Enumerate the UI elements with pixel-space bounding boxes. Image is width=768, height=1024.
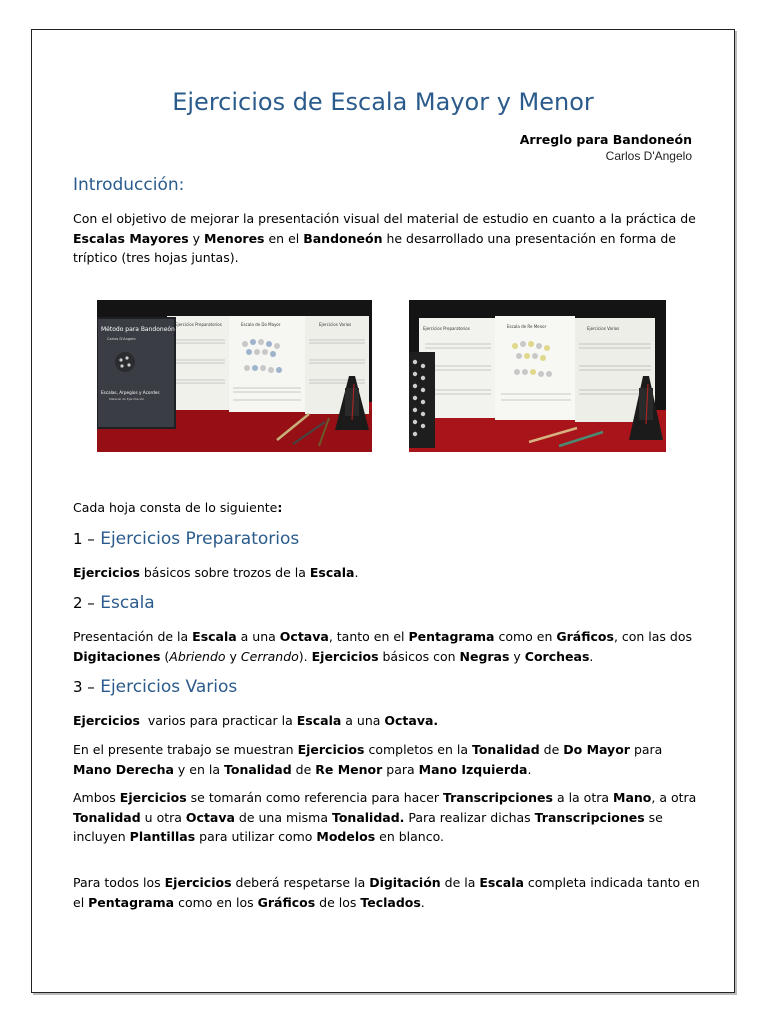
intro-text: Con el objetivo de mejorar la presentación visual del material de estudio en cuanto a la práctica de xyxy=(73,211,696,226)
bold-term: Pentagrama xyxy=(88,894,175,910)
arrangement-subtitle: Arreglo para Bandoneón xyxy=(519,132,692,147)
text-run: se tomarán como referencia para hacer xyxy=(186,790,443,805)
intro-bold: Escalas Mayores xyxy=(73,230,189,246)
text-run: para utilizar como xyxy=(195,829,317,844)
bold-term: Escala xyxy=(192,629,237,644)
photo-left-page1-title: Ejercicios Preparatorios xyxy=(175,322,222,327)
bold-term: Transcripciones xyxy=(534,809,645,825)
photo-right-svg xyxy=(409,300,666,452)
text-run: de la xyxy=(440,875,480,890)
text-run: ). xyxy=(298,648,312,664)
bold-term: Octava xyxy=(185,809,235,825)
photo-left-page3-title: Ejercicios Varios xyxy=(319,322,352,327)
text-run: de xyxy=(539,742,564,757)
bold-term: Mano Derecha xyxy=(73,761,174,777)
bold-term: Ejercicios xyxy=(164,875,232,890)
photo-left-svg xyxy=(97,300,372,452)
section-2-number: 2 – xyxy=(73,594,95,612)
bold-term: Mano xyxy=(613,790,652,805)
text-run: básicos sobre trozos de la xyxy=(139,565,310,580)
book-subtitle: Escalas, Arpegios y Acordes xyxy=(101,390,160,395)
text-run: como en los xyxy=(174,894,258,910)
section-1-paragraph xyxy=(73,563,701,583)
tonalidades-paragraph xyxy=(73,740,701,779)
book-subtitle-2: Material de Ejercitación xyxy=(109,397,145,401)
section-3-paragraph xyxy=(73,711,701,731)
text-run: de los xyxy=(315,894,361,910)
section-1-heading xyxy=(73,529,299,549)
section-2-paragraph xyxy=(73,627,701,666)
bold-term: Tonalidad xyxy=(471,742,540,757)
intro-text: y xyxy=(188,230,205,246)
section-2-heading xyxy=(73,593,155,613)
book-title: Método para Bandoneón xyxy=(101,326,175,333)
bold-term: Plantillas xyxy=(129,829,196,844)
bold-term: Teclados xyxy=(360,894,421,910)
bold-term: Gráficos xyxy=(556,629,614,644)
text-run: Para todos los xyxy=(73,875,165,890)
text-run: de una misma xyxy=(234,809,332,825)
author-name: Carlos D'Angelo xyxy=(605,149,692,163)
text-run: varios para practicar la xyxy=(139,713,297,728)
transcripciones-paragraph xyxy=(73,788,701,847)
section-2-title: Escala xyxy=(100,593,155,613)
text-run: y xyxy=(225,648,241,664)
photo-right-page2-title: Escala de Re Menor xyxy=(507,324,547,329)
text-run: a una xyxy=(341,713,385,728)
cada-hoja-label: Cada hoja consta de lo siguiente xyxy=(73,500,278,515)
text-run: deberá respetarse la xyxy=(231,875,370,890)
cada-hoja-colon: : xyxy=(277,500,283,515)
intro-text: en el xyxy=(264,230,304,246)
bold-term: Tonalidad xyxy=(224,761,292,777)
text-run: , a otra xyxy=(651,790,697,805)
bold-term: Escala xyxy=(309,565,355,580)
text-run: se incluyen xyxy=(73,809,663,844)
photo-right-page1-title: Ejercicios Preparatorios xyxy=(423,326,470,331)
text-run: . xyxy=(420,894,425,910)
bold-term: Octava xyxy=(279,629,329,644)
text-run: u otra xyxy=(140,809,186,825)
text-run: ( xyxy=(160,648,170,664)
bold-term: Escala xyxy=(296,713,342,728)
text-run: . xyxy=(589,648,594,664)
section-1-title: Ejercicios Preparatorios xyxy=(100,529,300,549)
text-run: de xyxy=(291,761,316,777)
section-3-number: 3 – xyxy=(73,678,95,696)
text-run: Ambos xyxy=(73,790,120,805)
intro-heading: Introducción: xyxy=(73,175,185,195)
cada-hoja-text xyxy=(73,498,701,518)
text-run: y xyxy=(509,648,525,664)
text-run: , con las dos xyxy=(613,629,693,644)
text-run: . xyxy=(527,761,532,777)
book-author: Carlos D'Angelo xyxy=(107,337,136,341)
intro-bold: Menores xyxy=(204,230,265,246)
bold-term: Tonalidad xyxy=(73,809,141,825)
bold-term: Pentagrama xyxy=(408,629,495,644)
bold-term: Mano Izquierda xyxy=(418,761,528,777)
document-title: Ejercicios de Escala Mayor y Menor xyxy=(172,88,594,116)
text-run: , tanto en el xyxy=(328,629,409,644)
bold-term: Ejercicios xyxy=(311,648,379,664)
text-run: completos en la xyxy=(364,742,472,757)
text-run: Para realizar dichas xyxy=(404,809,535,825)
bold-term: Re Menor xyxy=(315,761,383,777)
bold-term: Negras xyxy=(459,648,510,664)
digitacion-paragraph xyxy=(73,873,701,912)
intro-paragraph xyxy=(73,209,701,268)
text-run: a la otra xyxy=(552,790,614,805)
bold-term: Ejercicios xyxy=(73,713,140,728)
text-run: para xyxy=(382,761,419,777)
bold-term: Do Mayor xyxy=(563,742,630,757)
text-run: En el presente trabajo se muestran xyxy=(73,742,298,757)
text-run: completa indicada tanto en el xyxy=(73,875,700,910)
bold-term: Transcripciones xyxy=(442,790,553,805)
text-run: para xyxy=(629,742,663,757)
text-run: en blanco. xyxy=(375,829,444,844)
bold-term: Octava. xyxy=(384,713,439,728)
bold-term: Escala xyxy=(479,875,524,890)
bold-term: Ejercicios xyxy=(297,742,365,757)
photo-right-page3-title: Ejercicios Varios xyxy=(587,326,620,331)
bold-term: Modelos xyxy=(316,829,376,844)
bold-term: Digitaciones xyxy=(73,648,161,664)
photo-left-page2-title: Escala de Do Mayor xyxy=(241,322,281,327)
bold-term: Ejercicios xyxy=(73,565,140,580)
bold-term: Corcheas xyxy=(524,648,590,664)
section-1-number: 1 – xyxy=(73,530,95,548)
italic-term: Cerrando xyxy=(240,648,299,664)
text-run: a una xyxy=(236,629,280,644)
intro-text: he desarrollado una presentación en forma de tríptico (tres hojas juntas). xyxy=(73,230,676,265)
photo-tryptich-do-mayor xyxy=(97,300,372,452)
section-3-heading xyxy=(73,677,237,697)
text-run: . xyxy=(354,565,359,580)
italic-term: Abriendo xyxy=(169,648,226,664)
text-run: Presentación de la xyxy=(73,629,193,644)
photo-tryptich-re-menor xyxy=(409,300,666,452)
bold-term: Digitación xyxy=(369,875,441,890)
text-run: como en xyxy=(494,629,557,644)
text-run: y en la xyxy=(173,761,224,777)
text-run: básicos con xyxy=(378,648,460,664)
intro-bold: Bandoneón xyxy=(303,230,383,246)
section-3-title: Ejercicios Varios xyxy=(100,677,238,697)
bold-term: Tonalidad. xyxy=(331,809,405,825)
bold-term: Gráficos xyxy=(257,894,316,910)
bold-term: Ejercicios xyxy=(119,790,187,805)
